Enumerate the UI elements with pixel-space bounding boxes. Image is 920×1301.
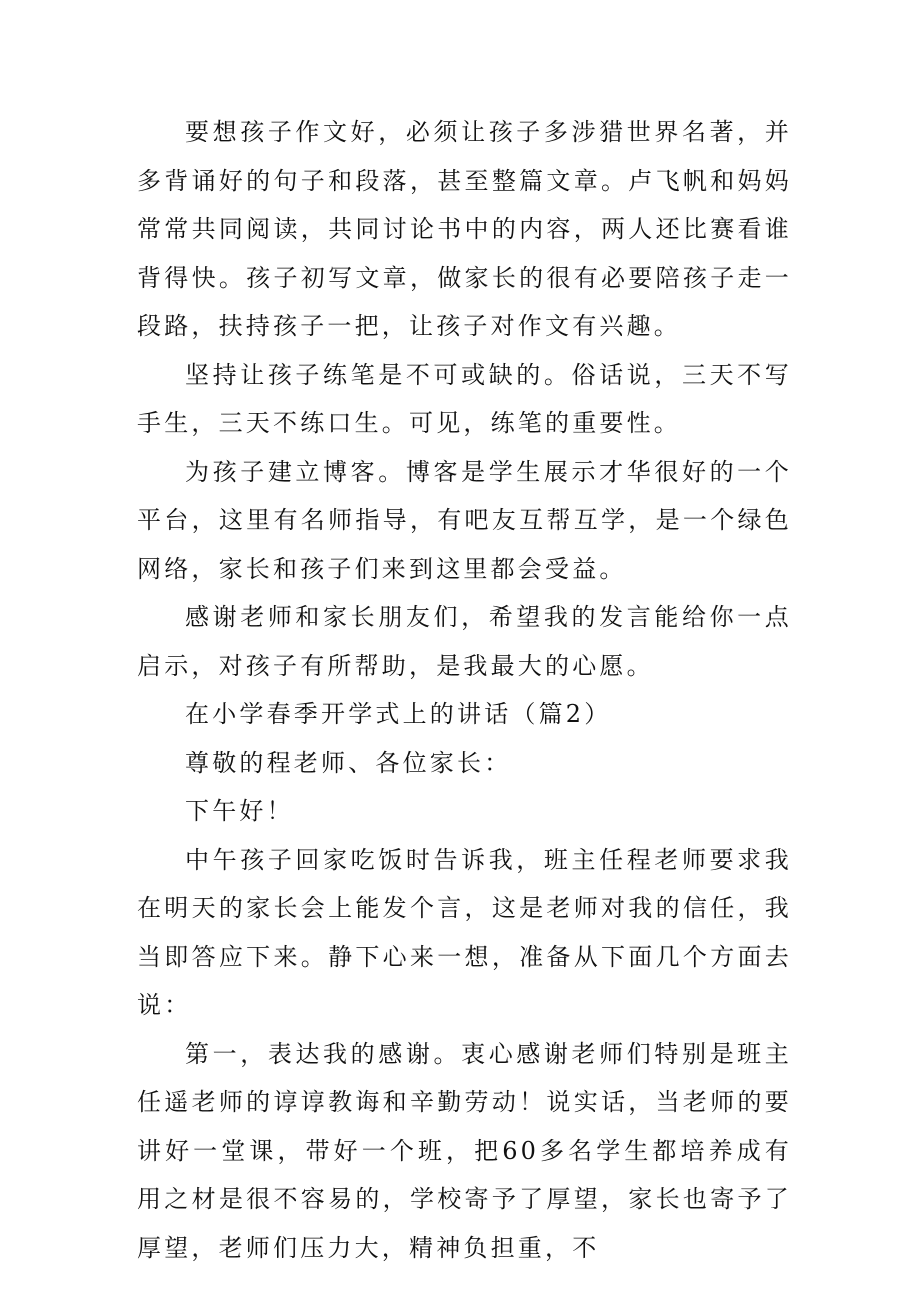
section-heading: 在小学春季开学式上的讲话（篇2）	[185, 700, 612, 728]
paragraph-practice-writing: 坚持让孩子练笔是不可或缺的。俗话说，三天不写手生，三天不练口生。可见，练笔的重要性。	[137, 360, 792, 437]
paragraph-thanks: 感谢老师和家长朋友们，希望我的发言能给你一点启示，对孩子有所帮助，是我最大的心愿。	[137, 603, 792, 680]
paragraph-blog: 为孩子建立博客。博客是学生展示才华很好的一个平台，这里有名师指导，有吧友互帮互学，是一个绿色网络，家长和孩子们来到这里都会受益。	[137, 457, 792, 583]
paragraph-gratitude: 第一，表达我的感谢。衷心感谢老师们特别是班主任遥老师的谆谆教诲和辛勤劳动！说实话，当老师的要讲好一堂课，带好一个班，把60多名学生都培养成有用之材是很不容易的，学校寄予了厚望，家长也寄予了厚望，老师们压力大，精神负担重，不	[137, 1039, 792, 1262]
paragraph-introduction: 中午孩子回家吃饭时告诉我，班主任程老师要求我在明天的家长会上能发个言，这是老师对我的信任，我当即答应下来。静下心来一想，准备从下面几个方面去说：	[137, 845, 792, 1019]
salutation: 尊敬的程老师、各位家长：	[185, 748, 512, 777]
document-page	[137, 108, 792, 1272]
greeting: 下午好！	[185, 797, 294, 825]
paragraph-writing-habits: 要想孩子作文好，必须让孩子多涉猎世界名著，并多背诵好的句子和段落，甚至整篇文章。卢飞帆和妈妈常常共同阅读，共同讨论书中的内容，两人还比赛看谁背得快。孩子初写文章，做家长的很有必要陪孩子走一段路，扶持孩子一把，让孩子对作文有兴趣。	[137, 118, 792, 340]
